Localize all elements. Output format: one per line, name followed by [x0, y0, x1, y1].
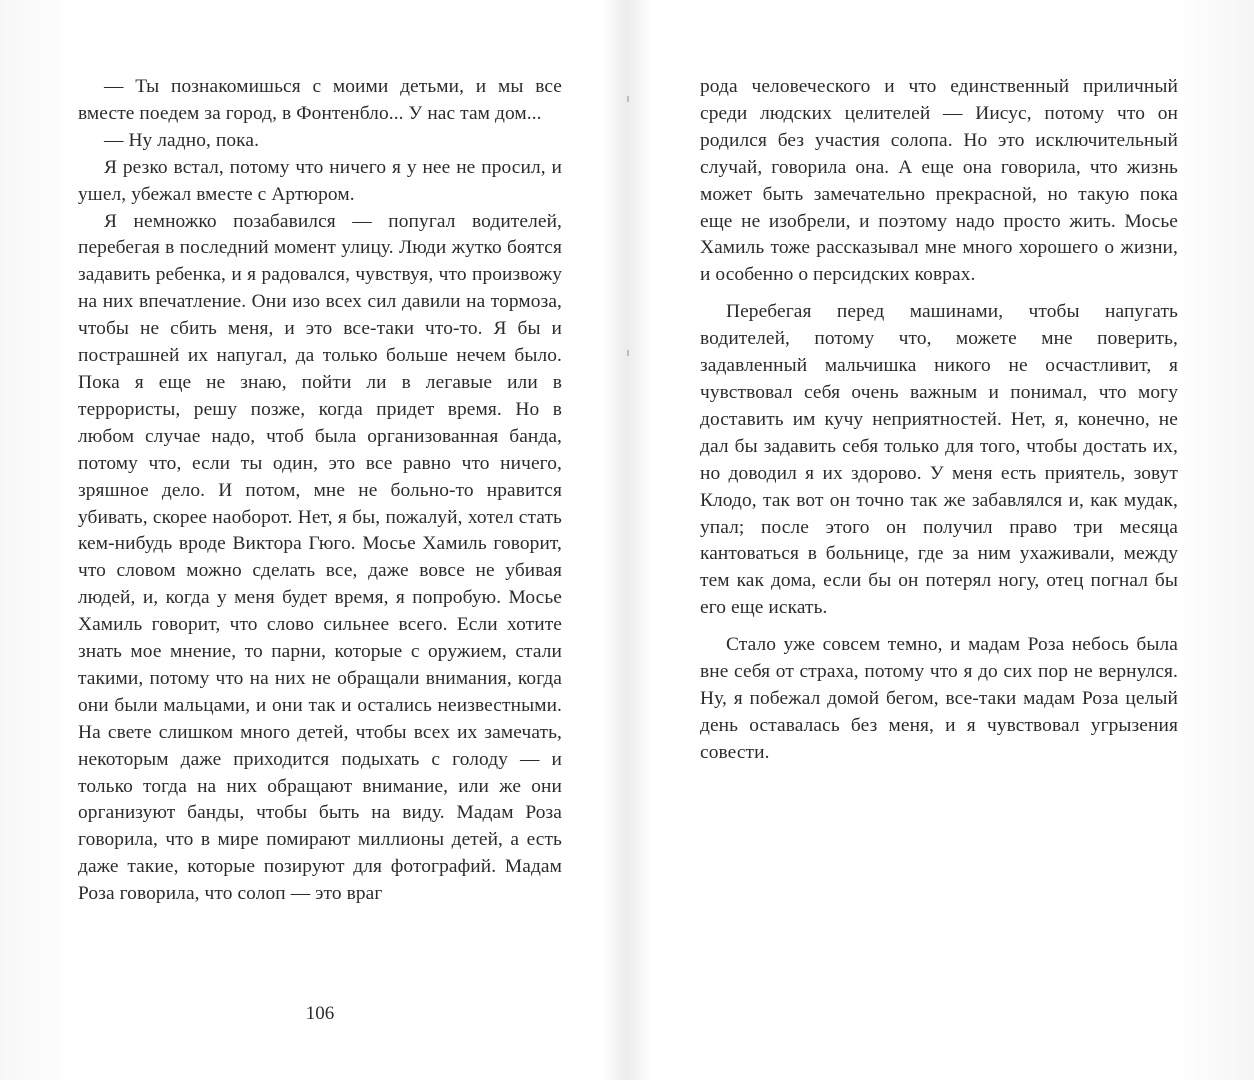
left-page [78, 74, 562, 908]
paragraph: Я немножко позабавился — попугал водителей, перебегая в последний момент улицу. Люди жутко боятся задавить ребенка, и я радовался, чувствуя, что произвожу на них впечатление. Они изо всех сил давили на тормоза, чтобы не сбить меня, и это все-таки что-то. Я бы и пострашней их напугал, да только больше нечем было. Пока я еще не знаю, пойти ли в легавые или в террористы, решу позже, когда придет время. Но в любом случае надо, чтоб была организованная банда, потому что, если ты один, это все равно что ничего, зряшное дело. И потом, мне не больно-то нравится убивать, скорее наоборот. Нет, я бы, пожалуй, хотел стать кем-нибудь вроде Виктора Гюго. Мосье Хамиль говорит, что словом можно сделать все, даже вовсе не убивая людей, и, когда у меня будет время, я попробую. Мосье Хамиль говорит, что слово сильнее всего. Если хотите знать мое мнение, то парни, которые с оружием, стали такими, потому что на них не обращали внимания, когда они были мальцами, и они так и остались неизвестными. На свете слишком много детей, чтобы всех их замечать, некоторым даже приходится подыхать с голоду — и только тогда на них обращают внимание, или же они организуют банды, чтобы быть на виду. Мадам Роза говорила, что в мире помирают миллионы детей, а есть даже такие, которые позируют для фотографий. Мадам Роза говорила, что солоп — это враг [78, 210, 562, 905]
paragraph: Стало уже совсем темно, и мадам Роза небось была вне себя от страха, потому что я до сих пор не вернулся. Ну, я побежал домой бегом, все-таки мадам Роза целый день оставалась без меня, и я чувствовал угрызения совести. [700, 634, 1178, 763]
scan-speck [627, 350, 629, 356]
paragraph: — Ну ладно, пока. [104, 129, 260, 151]
paragraph: — Ты познакомишься с моими детьми, и мы все вместе поедем за город, в Фонтенбло... У нас там дом... [78, 76, 562, 124]
paragraph: Перебегая перед машинами, чтобы напугать водителей, потому что, можете мне поверить, задавленный мальчишка никого не осчастливит, я чувствовал себя очень важным и понимал, что могу доставить им кучу неприятностей. Нет, я, конечно, не дал бы задавить себя только для того, чтобы достать их, но доводил я их здорово. У меня есть приятель, зовут Клодо, так вот он точно так же забавлялся и, как мудак, упал; после этого он получил право три месяца кантоваться в больнице, где за ним ухаживали, между тем как дома, если бы он потерял ногу, отец погнал бы его еще искать. [700, 301, 1178, 619]
paragraph: рода человеческого и что единственный приличный среди людских целителей — Иисус, потому что он родился без участия солопа. Но это исключительный случай, говорила она. А еще она говорила, что жизнь может быть замечательно прекрасной, но такую пока еще не изобрели, и поэтому надо просто жить. Мосье Хамиль тоже рассказывал мне много хорошего о жизни, и особенно о персидских коврах. [700, 76, 1178, 286]
scan-speck [627, 96, 629, 102]
right-page [700, 74, 1178, 767]
paragraph: Я резко встал, потому что ничего я у нее не просил, и ушел, убежал вместе с Артюром. [78, 156, 562, 205]
page-number: 106 [305, 1003, 335, 1024]
